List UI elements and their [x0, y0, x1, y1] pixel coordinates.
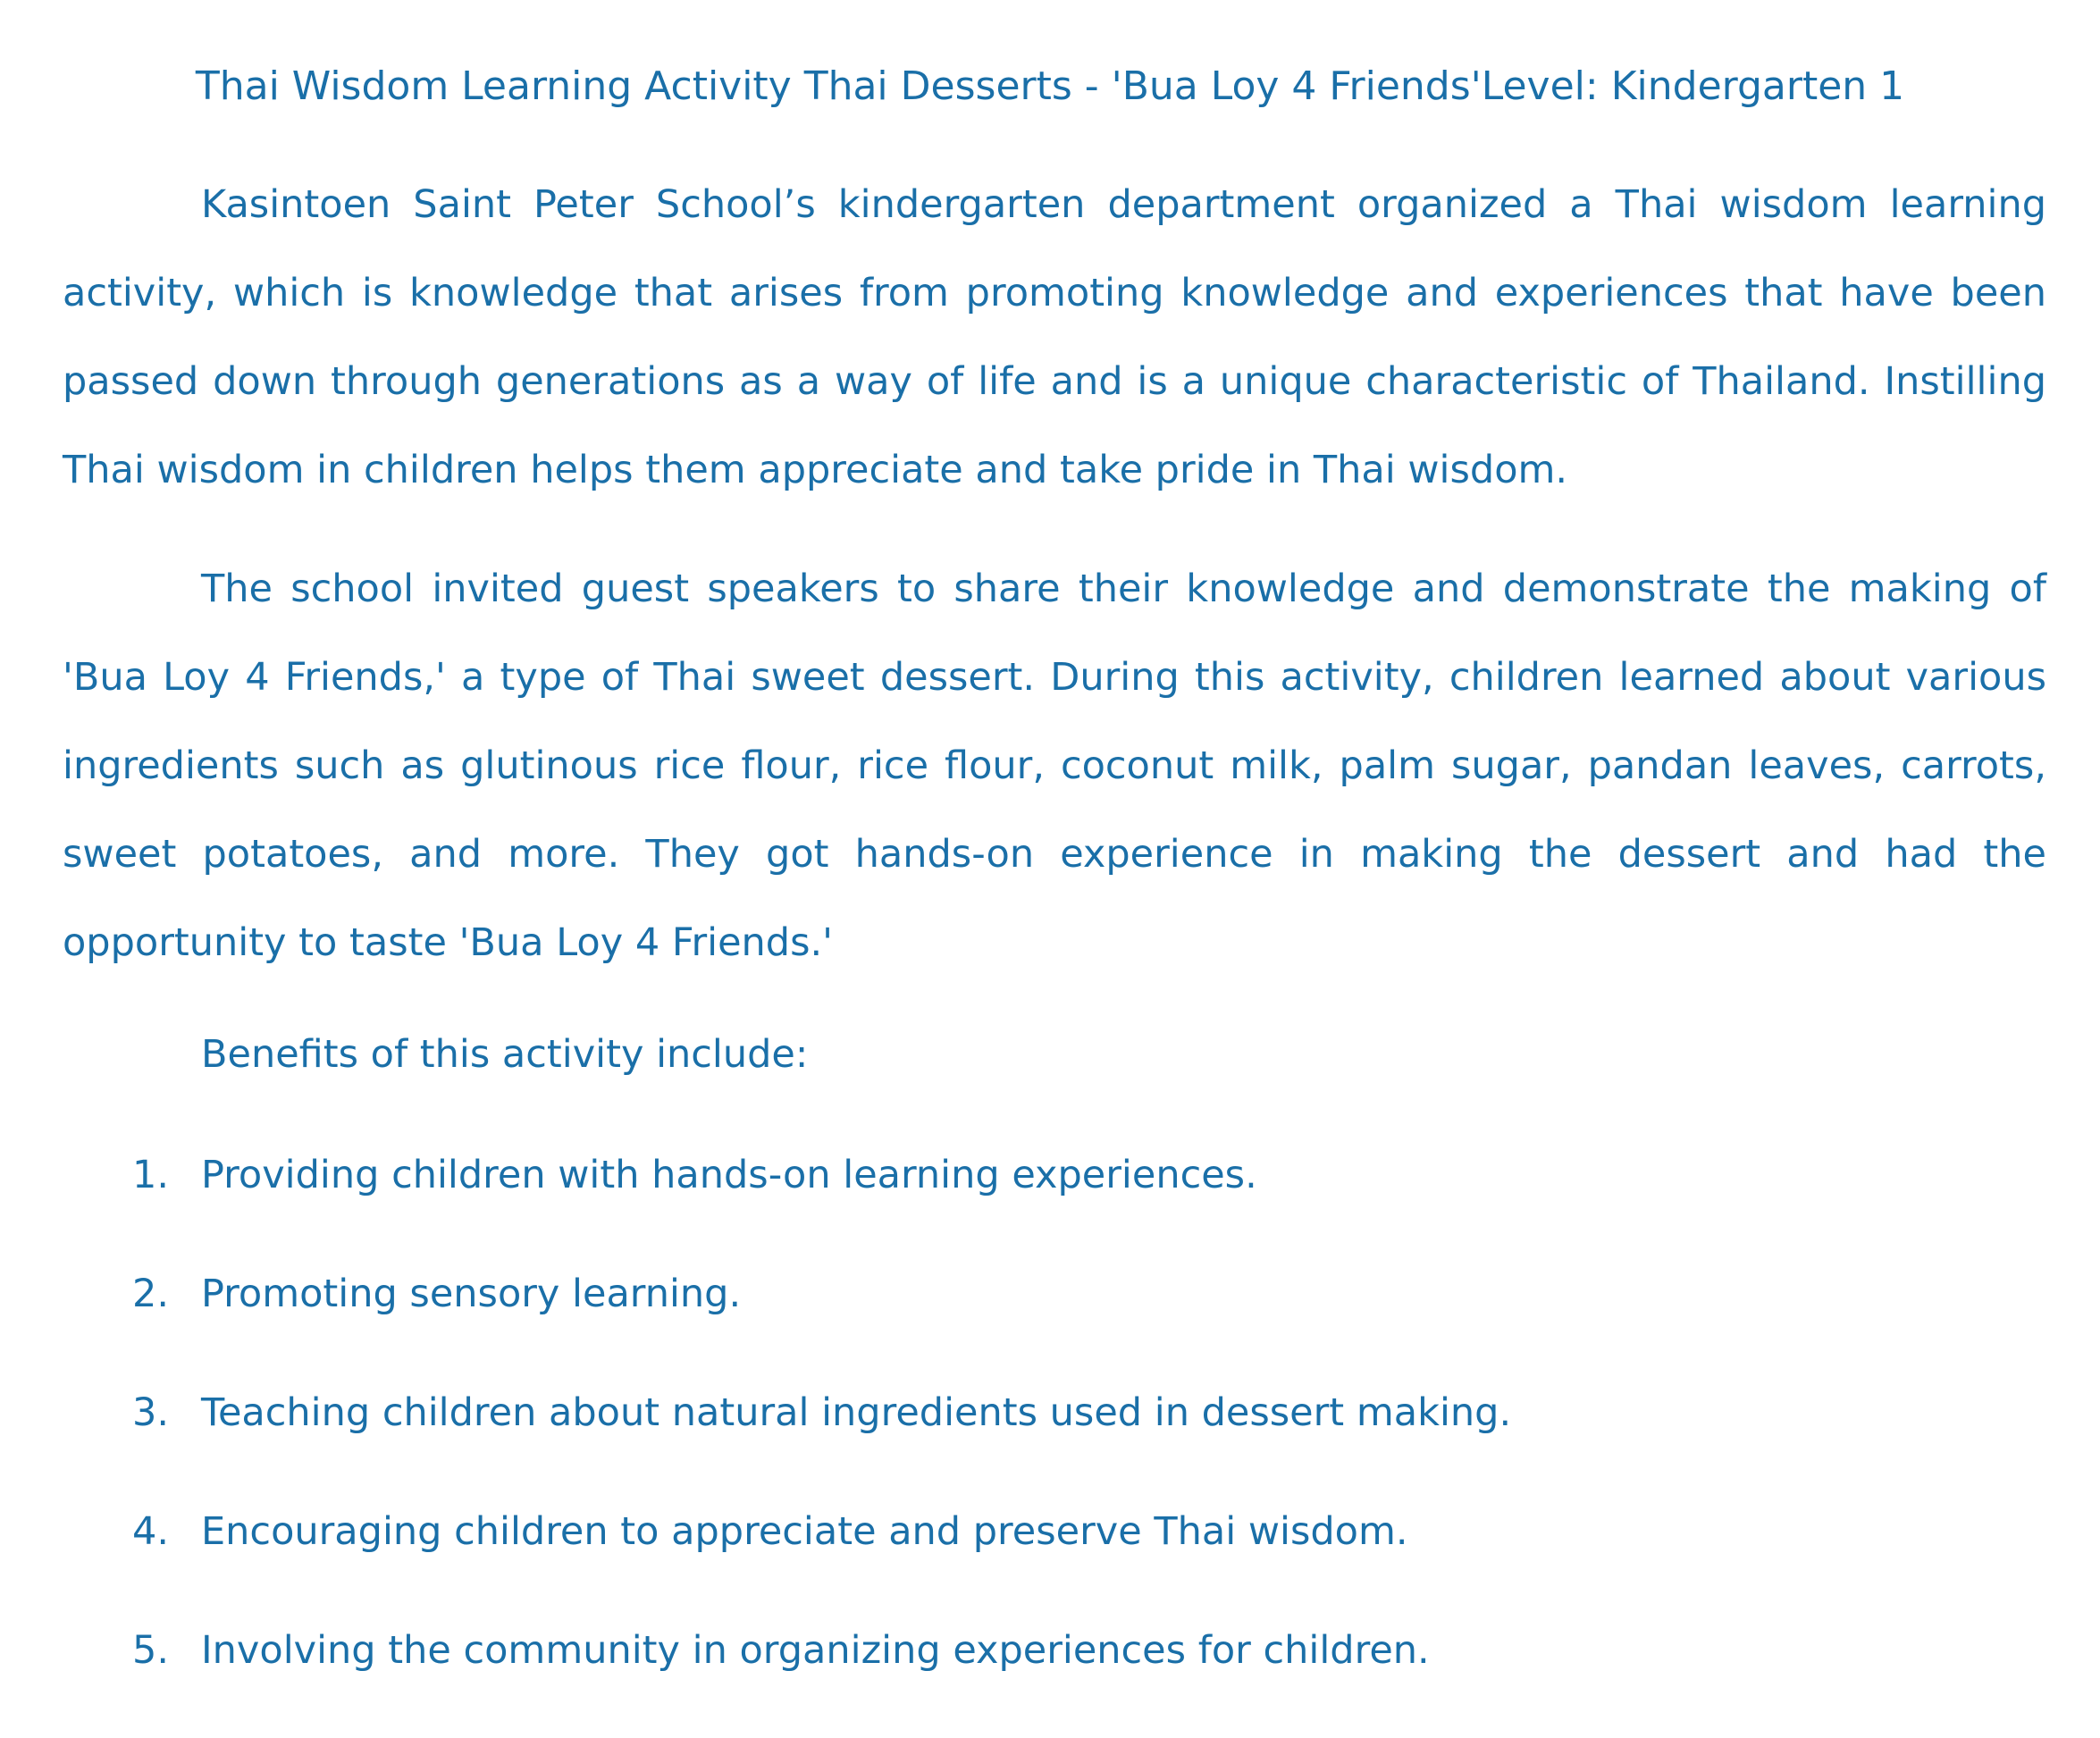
list-item-number: 2. — [132, 1272, 170, 1316]
list-item-text: Providing children with hands-on learning experiences. — [201, 1153, 1257, 1197]
list-item-number: 4. — [132, 1509, 170, 1554]
list-item-text: Promoting sensory learning. — [201, 1272, 742, 1316]
paragraph-intro: Kasintoen Saint Peter School’s kindergarten department organized a Thai wisdom learning activity, which is knowledge that arises from promoting knowledge and experiences that have been passed down through generations as a way of life and is a unique characteristic of Thailand. Instilling Thai wisdom in children helps them appreciate and take pride in Thai wisdom. — [63, 182, 2046, 492]
list-item-number: 5. — [132, 1628, 170, 1673]
list-item — [0, 1619, 2100, 1738]
list-item-number: 3. — [132, 1390, 170, 1435]
benefits-heading: Benefits of this activity include: — [201, 1032, 809, 1077]
benefits-list — [0, 1144, 2100, 1738]
list-item — [0, 1263, 2100, 1381]
list-item — [0, 1144, 2100, 1263]
list-item — [0, 1500, 2100, 1619]
paragraph-activity: The school invited guest speakers to share their knowledge and demonstrate the making of 'Bua Loy 4 Friends,' a type of Thai sweet dessert. During this activity, children learned about various ingredients such as glutinous rice flour, rice flour, coconut milk, palm sugar, pandan leaves, carrots, sweet potatoes, and more. They got hands-on experience in making the dessert and had the opportunity to taste 'Bua Loy 4 Friends.' — [63, 567, 2046, 965]
list-item — [0, 1381, 2100, 1500]
list-item-text: Involving the community in organizing experiences for children. — [201, 1628, 1430, 1673]
list-item-text: Teaching children about natural ingredients used in dessert making. — [201, 1390, 1512, 1435]
list-item-number: 1. — [132, 1153, 170, 1197]
list-item-text: Encouraging children to appreciate and preserve Thai wisdom. — [201, 1509, 1408, 1554]
document-title: Thai Wisdom Learning Activity Thai Desserts - 'Bua Loy 4 Friends'Level: Kindergarten 1 — [195, 63, 1905, 109]
